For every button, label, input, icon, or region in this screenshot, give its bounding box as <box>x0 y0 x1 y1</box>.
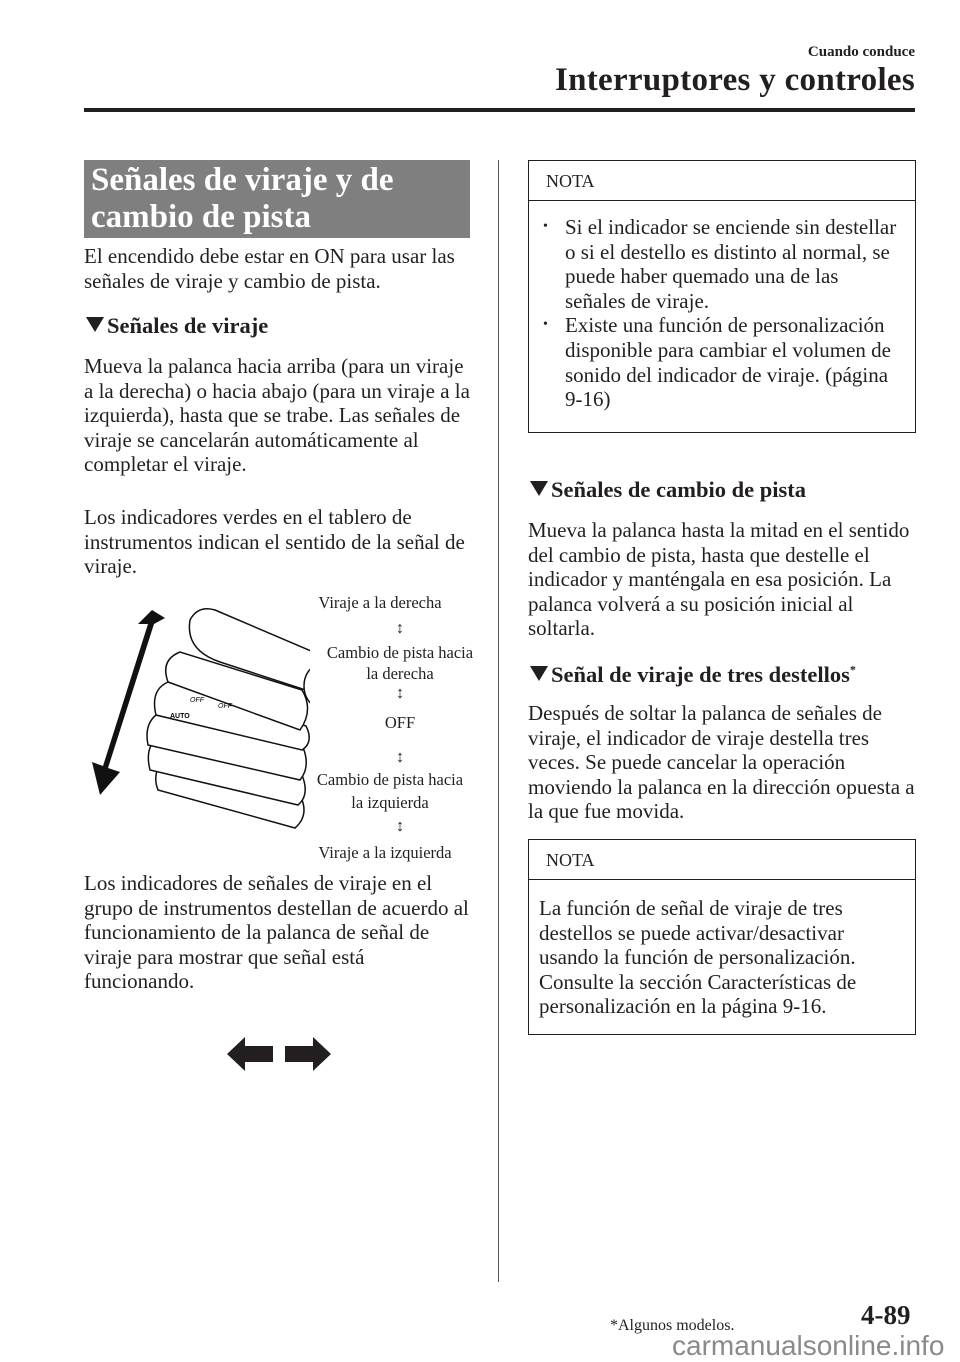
updown-icon: ↕ <box>395 747 405 766</box>
lever-diagram <box>70 590 474 870</box>
heading-text: Señal de viraje de tres destellos <box>551 662 850 687</box>
heading-lane-change <box>530 477 806 503</box>
turn-paragraph-3: Los indicadores de señales de viraje en el grupo de instrumentos destellan de acuerdo al funcionamiento de la palanca de señal de viraje para mostrar que señal está funcionando. <box>84 871 469 994</box>
asterisk-mark: * <box>849 662 856 677</box>
right-arrow-icon <box>285 1037 331 1071</box>
label-turn-left: Viraje a la izquierda <box>318 843 452 862</box>
triangle-icon <box>530 666 548 681</box>
intro-text: El encendido debe estar en ON para usar las señales de viraje y cambio de pista. <box>84 244 455 293</box>
three-flash-paragraph: Después de soltar la palanca de señales de viraje, el indicador de viraje destella tres veces. Se puede cancelar la operación moviendo la palanca en la dirección opuesta a la que fue movida. <box>528 701 915 824</box>
triangle-icon <box>530 481 548 496</box>
label-turn-right: Viraje a la derecha <box>318 593 442 612</box>
header-rule <box>84 108 915 112</box>
page-number: 4-89 <box>861 1300 911 1330</box>
updown-icon: ↕ <box>395 816 405 835</box>
off-mark-1: OFF <box>190 697 204 704</box>
section-title: Señales de viraje y de cambio de pista <box>84 160 470 238</box>
column-divider <box>498 160 499 1282</box>
note-item: • Existe una función de personalización disponible para cambiar el volumen de sonido del indicador de viraje. (página 9-16) <box>529 313 903 411</box>
header-title: Interruptores y controles <box>554 62 915 98</box>
watermark: carmanualsonline.info <box>672 1330 945 1361</box>
label-lane-right: Cambio de pista hacia la derecha <box>326 643 474 683</box>
updown-icon: ↕ <box>395 683 405 702</box>
turn-indicator-arrows-icon <box>225 1035 335 1073</box>
heading-text: Señales de viraje <box>107 313 269 338</box>
lever-illustration <box>70 590 310 860</box>
footnote: *Algunos modelos. <box>610 1317 735 1334</box>
label-lane-left: Cambio de pista hacia la izquierda <box>316 770 464 812</box>
note-item: • Si el indicador se enciende sin destellar o si el destello es distinto al normal, se puede haber quemado una de las señales de viraje. <box>529 215 903 313</box>
updown-icon: ↕ <box>396 620 404 637</box>
turn-paragraph-1: Mueva la palanca hacia arriba (para un viraje a la derecha) o hacia abajo (para un viraje a la izquierda), hasta que se trabe. Las señales de viraje se cancelarán automáticamente al completar el viraje. <box>84 354 470 477</box>
note-box-1 <box>528 160 916 433</box>
lane-paragraph: Mueva la palanca hasta la mitad en el sentido del cambio de pista, hasta que destelle el indicador y manténgala en esa posición. La palanca volverá a su posición inicial al soltarla. <box>528 518 910 641</box>
turn-paragraph-2: Los indicadores verdes en el tablero de instrumentos indican el sentido de la señal de viraje. <box>84 505 465 579</box>
heading-turn-signals <box>86 313 268 339</box>
off-mark-2: OFF <box>218 703 232 710</box>
label-off: OFF <box>384 713 416 732</box>
note-heading: NOTA <box>529 840 915 880</box>
note-box-2 <box>528 839 916 1035</box>
auto-mark: AUTO <box>170 713 190 720</box>
heading-text: Señales de cambio de pista <box>551 477 807 502</box>
note-heading: NOTA <box>529 161 915 201</box>
heading-three-flash <box>530 662 856 688</box>
triangle-icon <box>86 317 104 332</box>
left-arrow-icon <box>227 1037 273 1071</box>
note-text: La función de señal de viraje de tres destellos se puede activar/desactivar usando la función de personalización. Consulte la sección Características de personalización en la página 9-16. <box>539 896 857 1019</box>
header-section: Cuando conduce <box>807 44 915 60</box>
